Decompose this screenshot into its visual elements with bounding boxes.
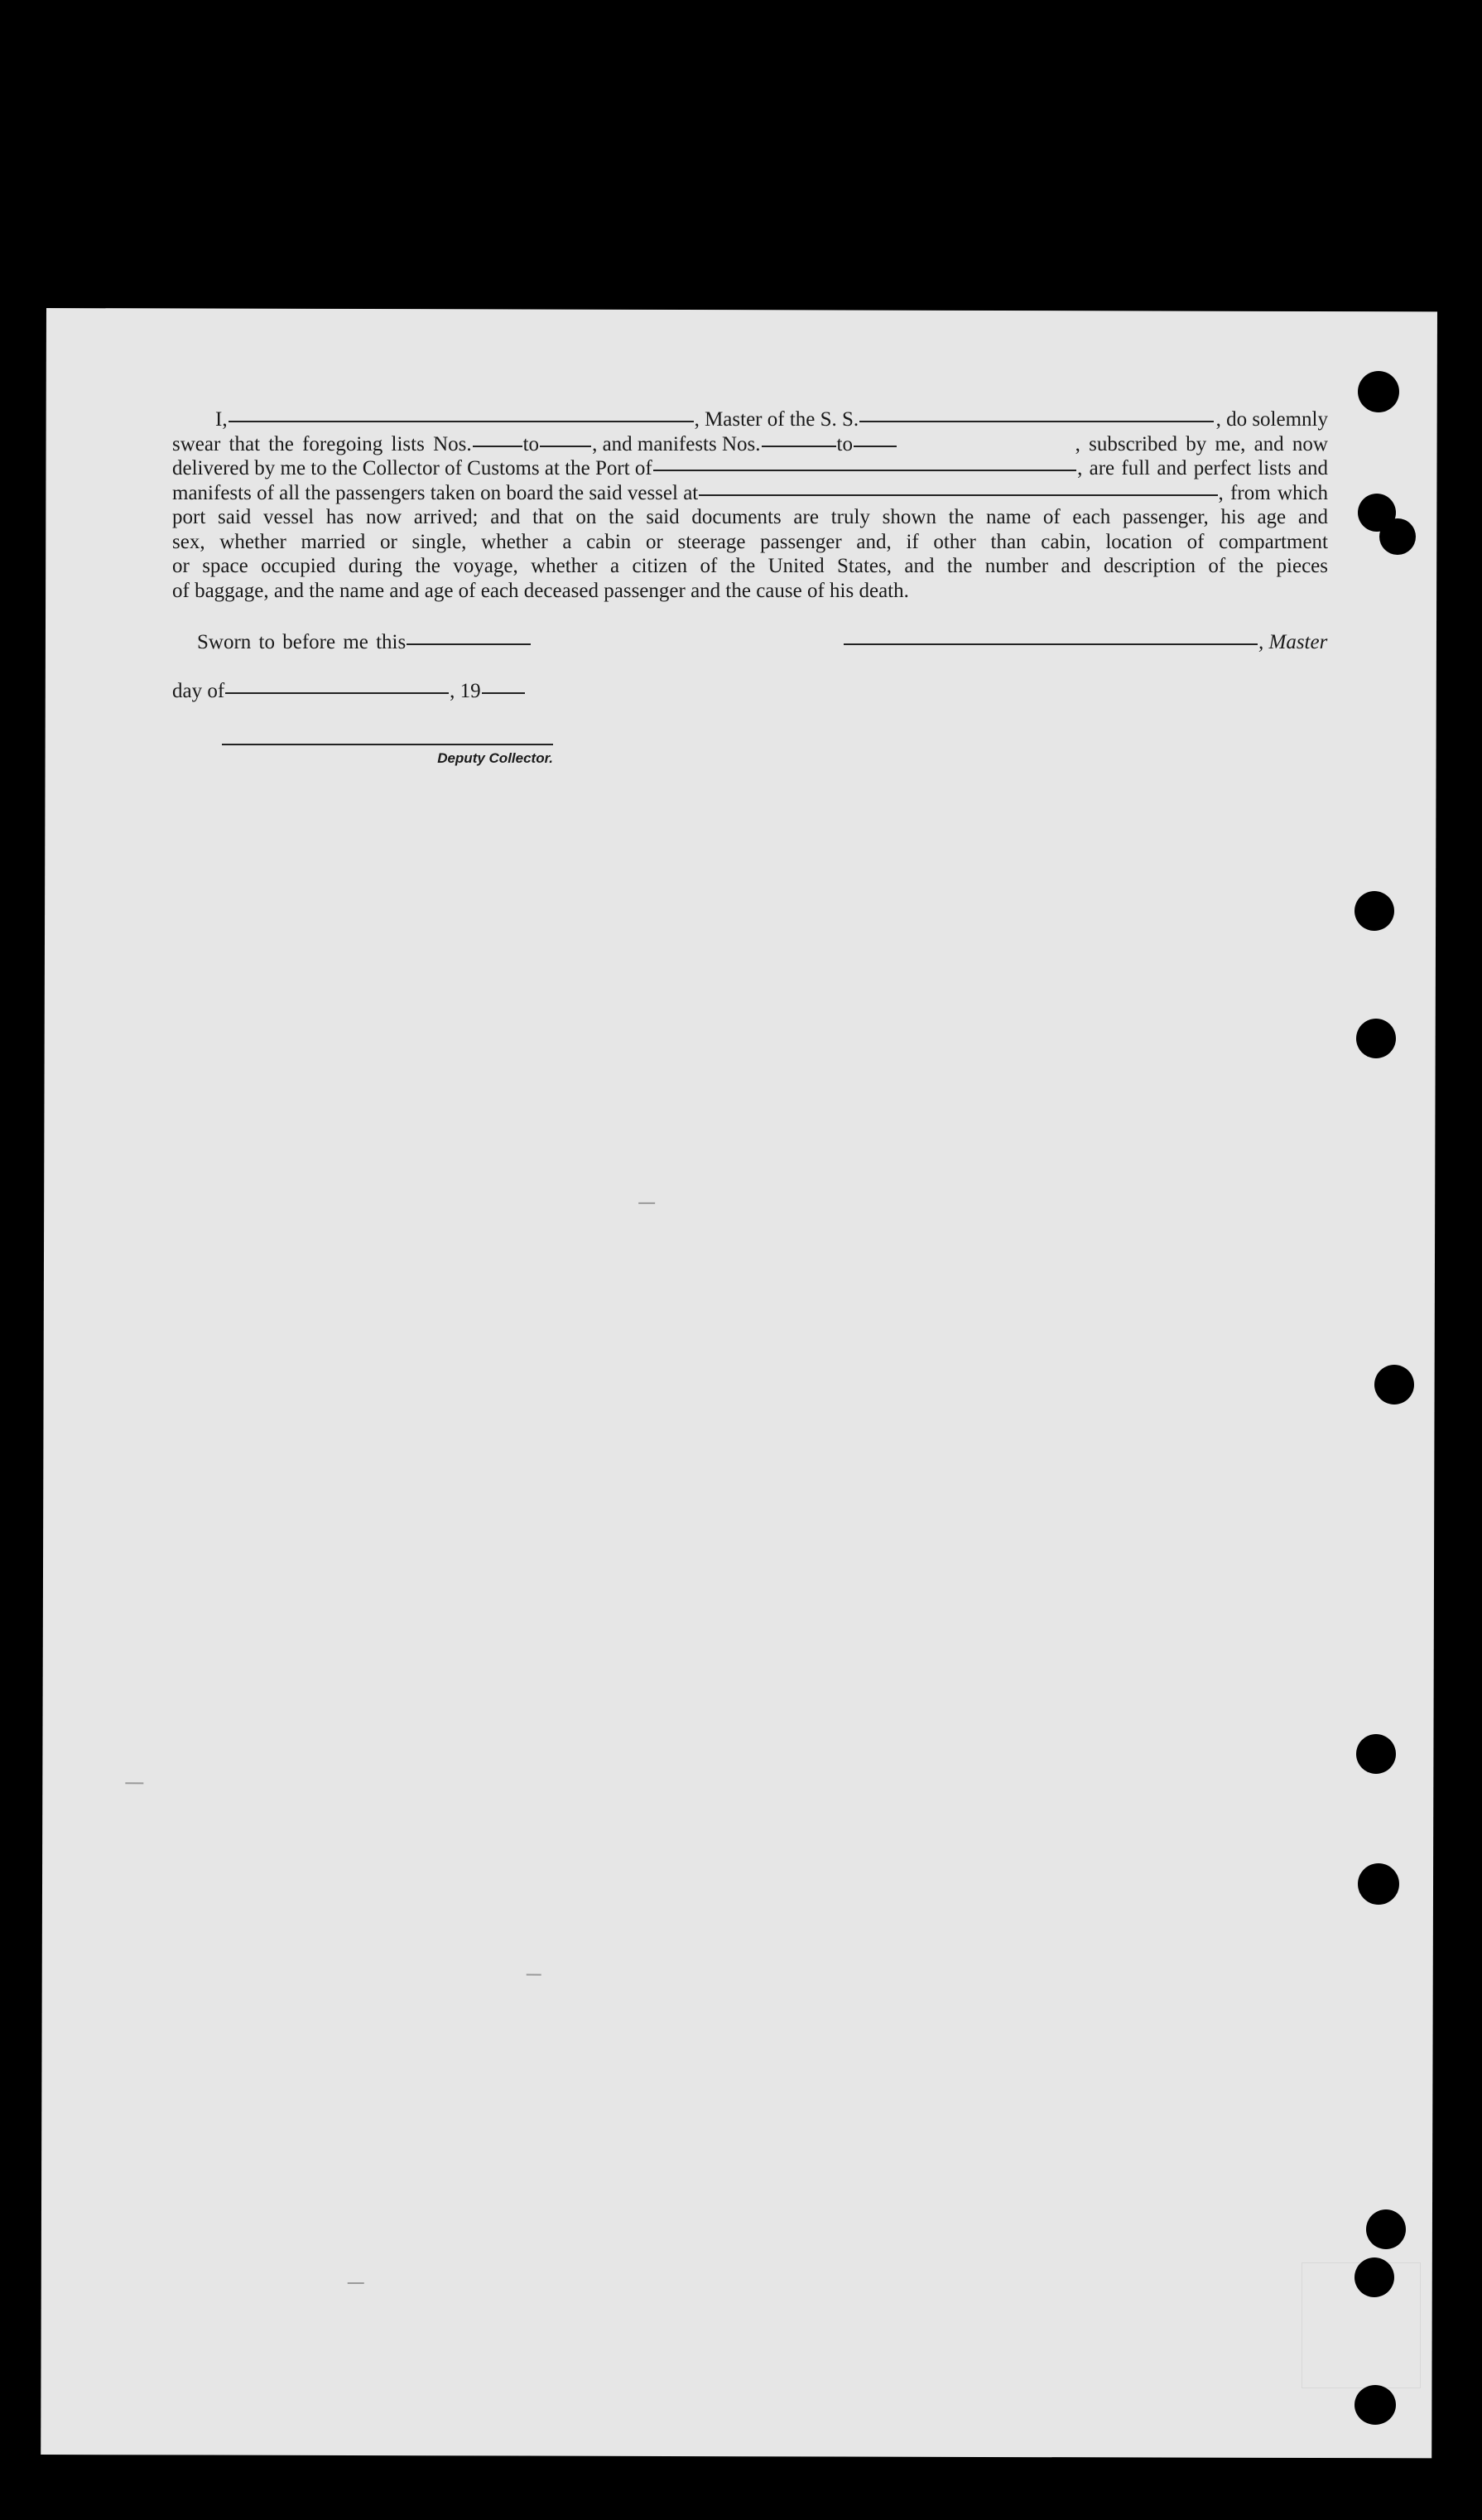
oath-line [172,456,1328,481]
oath-text: manifests of all the passengers taken on board the said vessel at [172,481,699,504]
oath-line: of baggage, and the name and age of each deceased passenger and the cause of his death. [172,579,909,602]
oath-text: , are full and perfect lists and [1077,457,1328,479]
sworn-date-blank[interactable] [407,643,531,645]
oath-line: port said vessel has now arrived; and that on the said documents are truly shown the name of each passenger, his age and [172,506,1328,528]
departure-port-blank[interactable] [699,494,1217,496]
punch-hole [1379,518,1416,555]
sworn-row [197,631,532,654]
punch-hole [1358,1863,1399,1905]
oath-text: delivered by me to the Collector of Customs at the Port of [172,457,652,479]
oath-text: to [836,432,853,455]
oath-text: I, [215,408,228,431]
master-name-blank[interactable] [229,421,694,422]
oath-text: , and manifests Nos. [592,432,761,455]
ship-name-blank[interactable] [859,421,1213,422]
punch-hole [1358,371,1399,412]
oath-line [172,481,1328,506]
oath-line [172,407,1328,432]
day-row [172,680,526,703]
list-to-blank[interactable] [540,446,591,447]
punch-hole [1354,2257,1394,2297]
punch-hole [1354,2385,1396,2425]
sworn-label: Sworn to before me this [197,631,407,653]
oath-paragraph [172,407,1328,603]
paper-speck [348,2282,364,2284]
oath-line: or space occupied during the voyage, whether a citizen of the United States, and the number and description of the pieces [172,555,1328,577]
punch-hole [1356,1734,1396,1774]
year-label: , 19 [450,680,481,702]
master-signature-blank[interactable] [844,643,1258,645]
master-signature-row [843,631,1327,654]
master-label: , Master [1258,631,1328,653]
paper-speck [638,1202,655,1204]
deputy-collector-signature-line[interactable] [222,744,553,745]
port-blank[interactable] [653,470,1076,471]
year-blank[interactable] [482,692,525,694]
oath-text: , do solemnly [1215,408,1328,431]
oath-text: , Master of the S. S. [694,408,859,431]
oath-line [172,432,1328,457]
oath-text: to [522,432,540,455]
paper-speck [527,1974,541,1976]
oath-text: , from which [1218,481,1328,504]
oath-text: , subscribed by me, and now [1075,432,1328,455]
paper-speck [125,1782,143,1784]
punch-hole [1366,2209,1406,2249]
punch-hole [1374,1365,1414,1405]
punch-hole [1354,891,1394,931]
month-blank[interactable] [225,692,449,694]
oath-line: sex, whether married or single, whether a cabin or steerage passenger and, if other than cabin, location of compartment [172,530,1328,553]
deputy-collector-label: Deputy Collector. [437,750,553,766]
list-from-blank[interactable] [473,446,522,447]
punch-hole [1356,1019,1396,1058]
manifest-to-blank[interactable] [854,446,897,447]
day-label: day of [172,680,225,702]
oath-text: swear that the foregoing lists Nos. [172,432,472,455]
manifest-from-blank[interactable] [762,446,836,447]
